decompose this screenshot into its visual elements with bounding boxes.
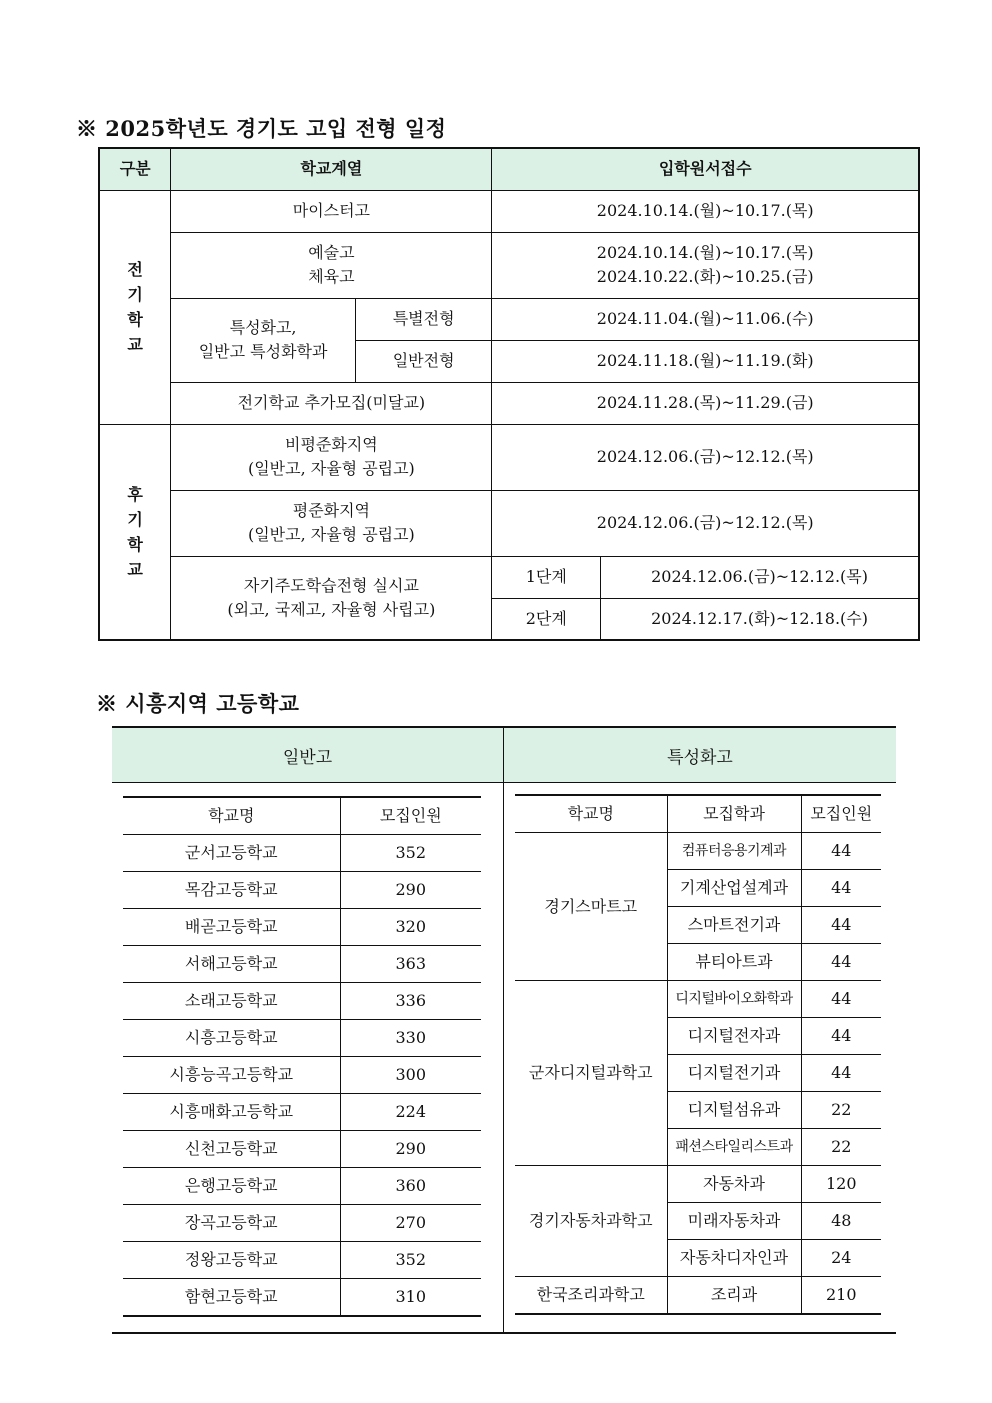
school-name: 시흥매화고등학교 <box>123 1094 340 1131</box>
table-row <box>99 232 919 298</box>
quota: 44 <box>801 1018 881 1055</box>
quota: 310 <box>395 1287 427 1306</box>
table-row <box>123 872 481 909</box>
special-admission-date: 2024.11.04.(월)~11.06.(수) <box>492 298 919 340</box>
table-row <box>515 833 881 870</box>
header-school-type: 학교계열 <box>171 148 492 190</box>
school-name: 함현고등학교 <box>123 1279 340 1317</box>
self-directed-school: 자기주도학습전형 실시교 (외고, 국제고, 자율형 사립고) <box>171 556 492 640</box>
quota: 48 <box>801 1203 881 1240</box>
school-name: 군자디지털과학고 <box>515 981 667 1166</box>
table-header-row <box>99 148 919 190</box>
quota: 44 <box>801 944 881 981</box>
col-department: 모집학과 <box>667 795 801 833</box>
quota: 300 <box>340 1057 481 1094</box>
special-admission-label: 특별전형 <box>355 298 492 340</box>
department: 뷰티아트과 <box>667 944 801 981</box>
quota: 22 <box>801 1129 881 1166</box>
school-name: 목감고등학교 <box>123 872 340 909</box>
table-row <box>123 1131 481 1168</box>
quota: 24 <box>801 1240 881 1277</box>
school-name: 군서고등학교 <box>123 835 340 872</box>
department: 미래자동차과 <box>667 1203 801 1240</box>
stage-2-date: 2024.12.17.(화)~12.18.(수) <box>601 598 919 640</box>
quota: 44 <box>801 981 881 1018</box>
equalized-date: 2024.12.06.(금)~12.12.(목) <box>492 490 919 556</box>
additional-recruit: 전기학교 추가모집(미달교) <box>171 382 492 424</box>
table-row <box>123 1020 481 1057</box>
quota: 360 <box>340 1168 481 1205</box>
school-name: 시흥고등학교 <box>123 1020 340 1057</box>
general-admission-date: 2024.11.18.(월)~11.19.(화) <box>492 340 919 382</box>
table-row <box>99 382 919 424</box>
quota: 290 <box>340 872 481 909</box>
table-row <box>99 190 919 232</box>
col-quota: 모집인원 <box>801 795 881 833</box>
department: 조리과 <box>667 1277 801 1315</box>
quota: 352 <box>340 835 481 872</box>
table-row <box>123 909 481 946</box>
header-application-period: 입학원서접수 <box>492 148 919 190</box>
non-equalized-date: 2024.12.06.(금)~12.12.(목) <box>492 424 919 490</box>
table-row <box>515 1277 881 1315</box>
quota: 44 <box>801 1055 881 1092</box>
department: 자동차과 <box>667 1166 801 1203</box>
table-row <box>515 1166 881 1203</box>
department: 디지털섬유과 <box>667 1092 801 1129</box>
quota: 210 <box>801 1277 881 1315</box>
school-name: 은행고등학교 <box>123 1168 340 1205</box>
quota: 352 <box>340 1242 481 1279</box>
school-name: 한국조리과학고 <box>515 1277 667 1315</box>
table-row <box>123 1094 481 1131</box>
meister-date: 2024.10.14.(월)~10.17.(목) <box>492 190 919 232</box>
quota: 270 <box>340 1205 481 1242</box>
table-row <box>99 424 919 490</box>
table-row <box>123 983 481 1020</box>
additional-recruit-date: 2024.11.28.(목)~11.29.(금) <box>492 382 919 424</box>
department: 스마트전기과 <box>667 907 801 944</box>
column-divider <box>503 728 504 1332</box>
col-school-name: 학교명 <box>123 797 340 835</box>
header-category: 구분 <box>99 148 171 190</box>
general-table-header <box>123 797 481 835</box>
equalized-area: 평준화지역 (일반고, 자율형 공립고) <box>171 490 492 556</box>
arts-sports-school: 예술고 체육고 <box>171 232 492 298</box>
specialized-school: 특성화고, 일반고 특성화학과 <box>171 298 355 382</box>
table-row <box>123 835 481 872</box>
quota: 44 <box>801 870 881 907</box>
department: 디지털전기과 <box>667 1055 801 1092</box>
school-name: 신천고등학교 <box>123 1131 340 1168</box>
table-row <box>515 981 881 1018</box>
arts-sports-date: 2024.10.14.(월)~10.17.(목) 2024.10.22.(화)~10.25.(금) <box>492 232 919 298</box>
specialized-school-header: 특성화고 <box>504 728 896 783</box>
stage-2-label: 2단계 <box>492 598 601 640</box>
general-school-table <box>123 796 481 1317</box>
non-equalized-area: 비평준화지역 (일반고, 자율형 공립고) <box>171 424 492 490</box>
quota: 336 <box>340 983 481 1020</box>
table-row <box>123 1279 481 1317</box>
quota: 120 <box>801 1166 881 1203</box>
late-school-label: 후 기 학 교 <box>99 424 171 640</box>
school-name: 경기스마트고 <box>515 833 667 981</box>
school-name: 장곡고등학교 <box>123 1205 340 1242</box>
col-school-name: 학교명 <box>515 795 667 833</box>
general-school-header: 일반고 <box>112 728 503 783</box>
quota: 44 <box>801 907 881 944</box>
table-row <box>123 1205 481 1242</box>
admission-schedule-table <box>98 147 920 641</box>
school-name: 서해고등학교 <box>123 946 340 983</box>
specialized-school-table <box>515 794 881 1315</box>
table-row <box>123 946 481 983</box>
col-quota: 모집인원 <box>340 797 481 835</box>
stage-1-label: 1단계 <box>492 556 601 598</box>
table-row <box>123 1242 481 1279</box>
school-name: 경기자동차과학고 <box>515 1166 667 1277</box>
department: 패션스타일리스트과 <box>667 1129 801 1166</box>
quota: 330 <box>340 1020 481 1057</box>
specialized-table-header <box>515 795 881 833</box>
quota: 320 <box>340 909 481 946</box>
table-row <box>99 490 919 556</box>
school-name: 배곧고등학교 <box>123 909 340 946</box>
quota: 22 <box>801 1092 881 1129</box>
schedule-title: ※ 2025학년도 경기도 고입 전형 일정 <box>76 116 447 141</box>
quota: 44 <box>801 833 881 870</box>
early-school-label: 전 기 학 교 <box>99 190 171 424</box>
table-row <box>123 1168 481 1205</box>
school-name: 시흥능곡고등학교 <box>123 1057 340 1094</box>
general-admission-label: 일반전형 <box>355 340 492 382</box>
school-name: 정왕고등학교 <box>123 1242 340 1279</box>
quota: 290 <box>340 1131 481 1168</box>
meister-school: 마이스터고 <box>171 190 492 232</box>
department: 디지털전자과 <box>667 1018 801 1055</box>
department: 자동차디자인과 <box>667 1240 801 1277</box>
department: 기계산업설계과 <box>667 870 801 907</box>
table-row <box>123 1057 481 1094</box>
school-name: 소래고등학교 <box>123 983 340 1020</box>
department: 컴퓨터응용기계과 <box>667 833 801 870</box>
quota: 224 <box>340 1094 481 1131</box>
table-row <box>99 298 919 340</box>
quota: 363 <box>340 946 481 983</box>
region-title: ※ 시흥지역 고등학교 <box>96 691 300 716</box>
department: 디지털바이오화학과 <box>667 981 801 1018</box>
stage-1-date: 2024.12.06.(금)~12.12.(목) <box>601 556 919 598</box>
table-row <box>99 556 919 598</box>
